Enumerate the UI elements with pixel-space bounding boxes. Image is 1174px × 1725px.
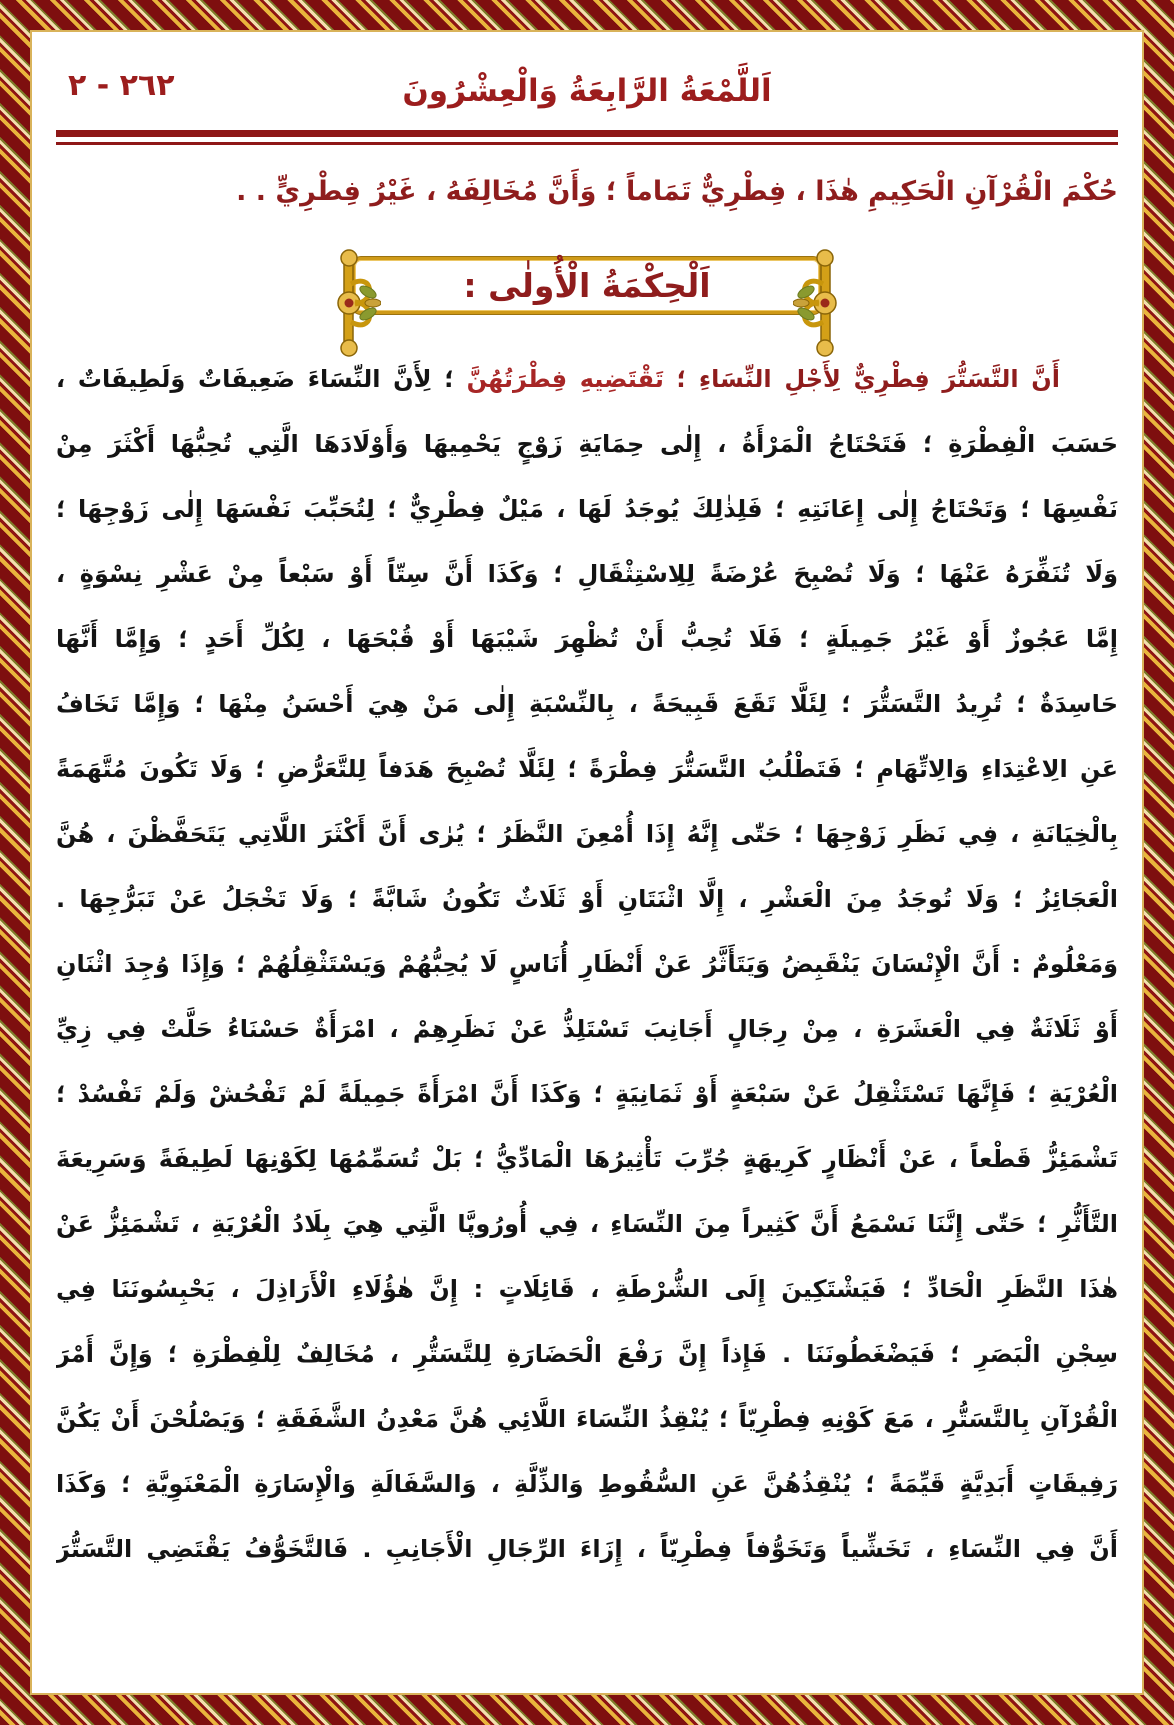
- floral-scroll-ornament-icon: [315, 244, 381, 362]
- body-line: [56, 1257, 1118, 1322]
- intro-statement: حُكْمَ الْقُرْآنِ الْحَكِيمِ هٰذَا ، فِطْرِيٌّ تَمَاماً ؛ وَأَنَّ مُخَالِفَهُ ، غَيْرُ فِطْرِيٍّ . .: [236, 176, 1118, 207]
- body-segment-red-bright: تَقْتَضِيهِ فِطْرَتُهُنَّ: [466, 365, 664, 393]
- body-segment-black: ؛ لِأَنَّ النِّسَاءَ ضَعِيفَاتٌ وَلَطِيفَاتٌ ،: [56, 365, 467, 393]
- body-segment-black: رَفِيقَاتٍ أَبَدِيَّةٍ قَيِّمَةً ؛ يُنْقِذُهُنَّ عَنِ السُّقُوطِ وَالذِّلَّةِ ، وَالسَّفَالَةِ وَالْإِسَارَةِ الْمَعْنَوِيَّةِ ؛ وَكَذَا: [56, 1470, 1118, 1498]
- body-line: [56, 1192, 1118, 1257]
- body-segment-black: نَفْسِهَا ؛ وَتَحْتَاجُ إِلٰى إِعَانَتِهِ ؛ فَلِذٰلِكَ يُوجَدُ لَهَا ، مَيْلٌ فِطْرِيٌّ ؛ لِتُحَبِّبَ نَفْسَهَا إِلٰى زَوْجِهَا ؛: [56, 495, 1118, 523]
- body-segment-black: الْعَجَائِزُ ؛ وَلَا تُوجَدُ مِنَ الْعَشْرِ ، إِلَّا اثْنَتَانِ أَوْ ثَلَاثٌ تَكُونُ شَابَّةً ؛ وَلَا تَخْجَلُ عَنْ تَبَرُّجِهَا .: [56, 885, 1118, 913]
- body-segment-black: حَاسِدَةٌ ؛ تُرِيدُ التَّسَتُّرَ ؛ لِئَلَّا تَقَعَ قَبِيحَةً ، بِالنِّسْبَةِ إِلٰى مَنْ هِيَ أَحْسَنُ مِنْهَا ؛ وَإِمَّا تَخَافُ: [56, 690, 1118, 718]
- body-line: [56, 1322, 1118, 1387]
- body-line: [56, 347, 1118, 412]
- body-text: [56, 347, 1118, 1609]
- floral-scroll-ornament-icon: [793, 244, 859, 362]
- body-line: [56, 477, 1118, 542]
- header-rule-thick: [56, 130, 1118, 137]
- body-line: [56, 607, 1118, 672]
- body-segment-black: أَوْ ثَلَاثَةٌ فِي الْعَشَرَةِ ، مِنْ رِجَالٍ أَجَانِبَ تَسْتَلِذُّ عَنْ نَظَرِهِمْ ، امْرَأَةٌ حَسْنَاءُ حَلَّتْ فِي زِيِّ: [56, 1015, 1118, 1043]
- body-segment-red: أَنَّ التَّسَتُّرَ فِطْرِيٌّ لِأَجْلِ النِّسَاءِ ؛: [663, 365, 1060, 393]
- body-segment-black: هٰذَا النَّظَرِ الْحَادِّ ؛ فَيَشْتَكِينَ إِلَى الشُّرْطَةِ ، قَائِلَاتٍ : إِنَّ هٰؤُلَاءِ الْأَرَاذِلَ ، يَحْبِسُونَنَا فِي: [56, 1275, 1118, 1303]
- body-segment-black: الْعُرْيَةِ ؛ فَإِنَّهَا تَسْتَثْقِلُ عَنْ سَبْعَةٍ أَوْ ثَمَانِيَةٍ ؛ وَكَذَا أَنَّ امْرَأَةً جَمِيلَةً لَمْ تَفْحُشْ وَلَمْ تَفْسُدْ ؛: [56, 1080, 1118, 1108]
- section-heading: اَلْحِكْمَةُ الْأُولٰى :: [463, 265, 711, 305]
- body-line: [56, 1127, 1118, 1192]
- body-segment-black: تَشْمَئِزُّ قَطْعاً ، عَنْ أَنْظَارٍ كَرِيهَةٍ جُرِّبَ تَأْثِيرُهَا الْمَادِّيُّ ؛ بَلْ تُسَمِّمُهَا لِكَوْنِهَا لَطِيفَةً وَسَرِيعَةَ: [56, 1145, 1118, 1173]
- body-segment-black: أَنَّ فِي النِّسَاءِ ، تَخَشِّياً وَتَخَوُّفاً فِطْرِيّاً ، إِزَاءَ الرِّجَالِ الْأَجَانِبِ . فَالتَّخَوُّفُ يَقْتَضِي التَّسَتُّرَ: [56, 1535, 1118, 1563]
- body-line: [56, 1062, 1118, 1127]
- body-line: [56, 412, 1118, 477]
- body-segment-black: وَلَا تُنَفِّرَهُ عَنْهَا ؛ وَلَا تُصْبِحَ عُرْضَةً لِلِاسْتِثْقَالِ ؛ وَكَذَا أَنَّ سِتّاً أَوْ سَبْعاً مِنْ عَشْرِ نِسْوَةٍ ،: [56, 560, 1118, 588]
- body-segment-black: سِجْنِ الْبَصَرِ ؛ فَيَضْغَطُونَنَا . فَإِذاً إِنَّ رَفْعَ الْحَضَارَةِ لِلتَّسَتُّرِ ، مُخَالِفٌ لِلْفِطْرَةِ ؛ وَإِنَّ أَمْرَ: [56, 1340, 1118, 1368]
- page-number: ٢٦٢ - ٢: [68, 68, 175, 103]
- body-line: [56, 672, 1118, 737]
- body-segment-black: حَسَبَ الْفِطْرَةِ ؛ فَتَحْتَاجُ الْمَرْأَةُ ، إِلٰى حِمَايَةِ زَوْجٍ يَحْمِيهَا وَأَوْلَادَهَا الَّتِي تُحِبُّهَا أَكْثَرَ مِنْ: [56, 430, 1118, 458]
- body-segment-black: إِمَّا عَجُوزٌ أَوْ غَيْرُ جَمِيلَةٍ ؛ فَلَا تُحِبُّ أَنْ تُظْهِرَ شَيْبَهَا أَوْ قُبْحَهَا ، لِكُلِّ أَحَدٍ ؛ وَإِمَّا أَنَّهَا: [56, 625, 1118, 653]
- body-segment-black: عَنِ الِاعْتِدَاءِ وَالِاتِّهَامِ ؛ فَتَطْلُبُ التَّسَتُّرَ فِطْرَةً ؛ لِئَلَّا تُصْبِحَ هَدَفاً لِلتَّعَرُّضِ ؛ وَلَا تَكُونَ مُتَّهَمَةً: [56, 755, 1118, 783]
- body-line: [56, 1452, 1118, 1517]
- body-line: [56, 932, 1118, 997]
- body-segment-black: الْقُرْآنِ بِالتَّسَتُّرِ ، مَعَ كَوْنِهِ فِطْرِيّاً ؛ يُنْقِذُ النِّسَاءَ اللَّائِي هُنَّ مَعْدِنُ الشَّفَقَةِ ؛ وَيَصْلُحْنَ أَنْ يَكُنَّ: [56, 1405, 1118, 1433]
- body-segment-black: بِالْخِيَانَةِ ، فِي نَظَرِ زَوْجِهَا ؛ حَتّٰى إِنَّهُ إِذَا أُمْعِنَ النَّظَرُ ؛ يُرٰى أَنَّ أَكْثَرَ اللَّاتِي يَتَحَفَّظْنَ ، هُنَّ: [56, 820, 1118, 848]
- body-line: [56, 802, 1118, 867]
- body-line: [56, 1517, 1118, 1582]
- body-segment-black: وَمَعْلُومٌ : أَنَّ الْإِنْسَانَ يَنْقَبِضُ وَيَتَأَثَّرُ عَنْ أَنْظَارِ أُنَاسٍ لَا يُحِبُّهُمْ وَيَسْتَثْقِلُهُمْ ؛ وَإِذَا وُجِدَ اثْنَانِ: [56, 950, 1118, 978]
- body-line: [56, 1387, 1118, 1452]
- page-title: اَللَّمْعَةُ الرَّابِعَةُ وَالْعِشْرُونَ: [402, 73, 772, 109]
- body-line: [56, 737, 1118, 802]
- page-content: [30, 30, 1144, 1695]
- header-rule-thin: [56, 142, 1118, 145]
- body-line: [56, 867, 1118, 932]
- body-segment-black: التَّأَثُّرِ ؛ حَتّٰى إِنَّنَا نَسْمَعُ أَنَّ كَثِيراً مِنَ النِّسَاءِ ، فِي أُورُوپَّا الَّتِي هِيَ بِلَادُ الْعُرْيَةِ ، تَشْمَئِزُّ عَنْ: [56, 1210, 1118, 1238]
- section-heading-wrap: [56, 237, 1118, 333]
- section-heading-box: [352, 257, 822, 314]
- body-line: [56, 542, 1118, 607]
- body-line: [56, 997, 1118, 1062]
- page-header: [56, 64, 1118, 118]
